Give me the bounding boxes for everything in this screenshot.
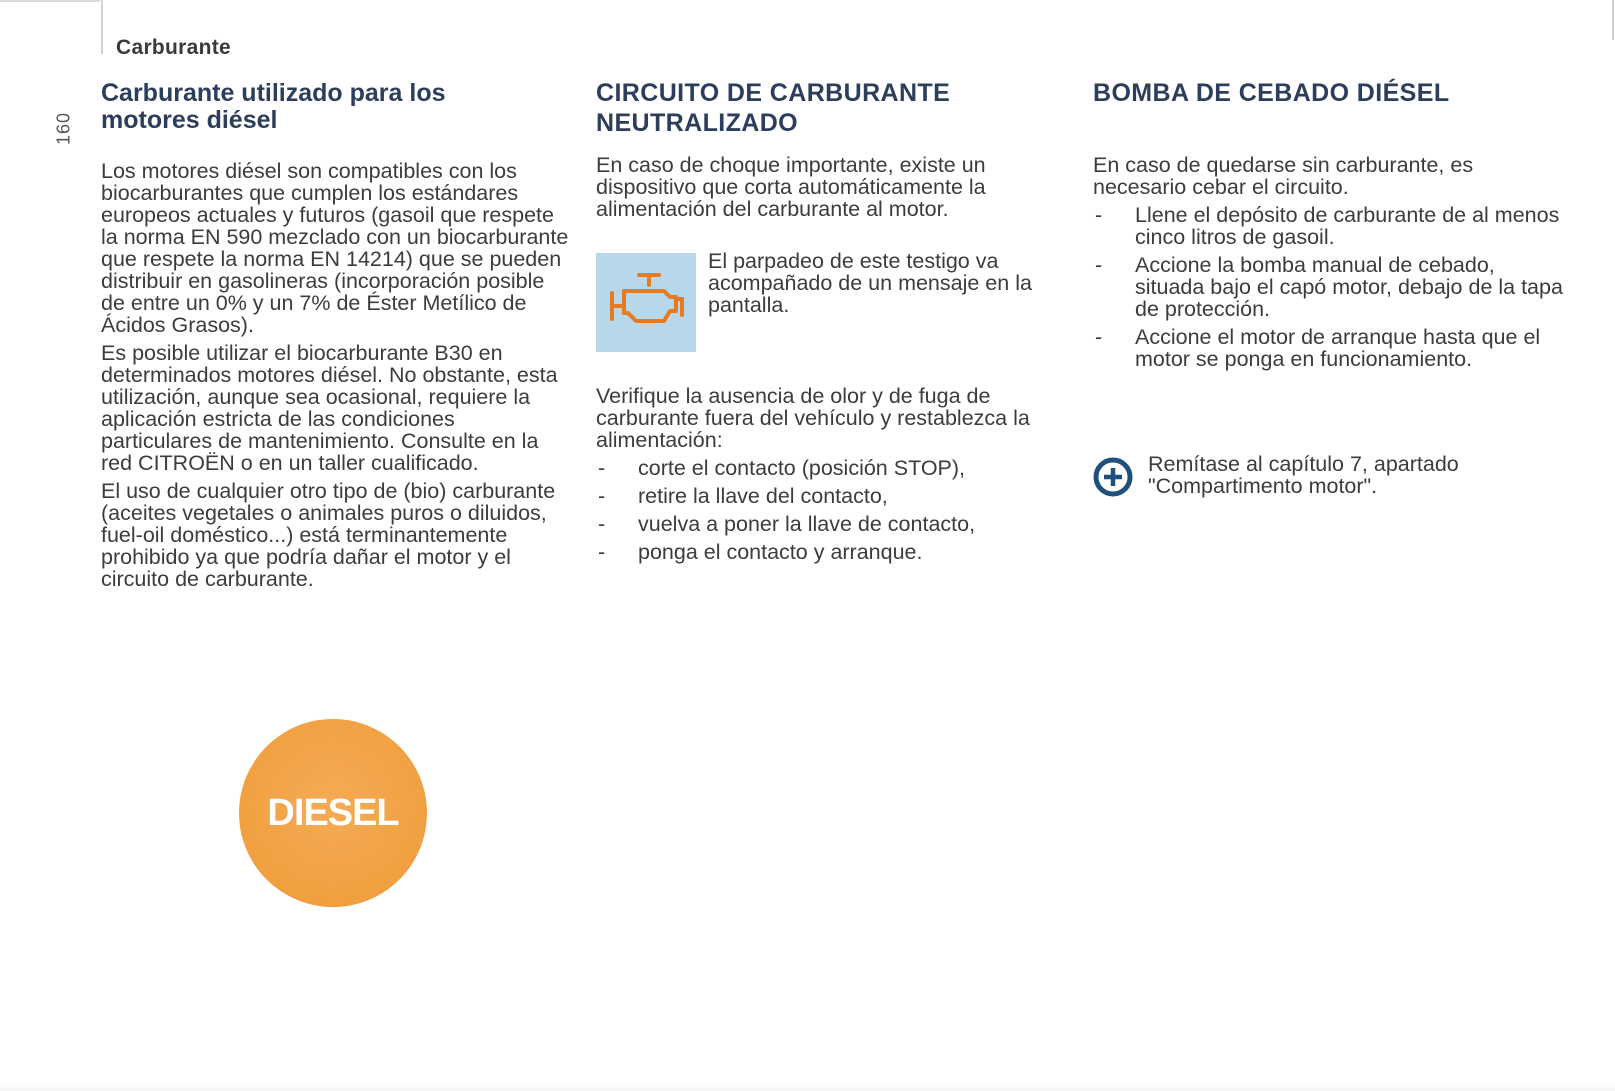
restart-steps-list [596,457,1056,563]
diesel-badge-label: DIESEL [267,791,399,834]
fuel-used-heading: Carburante utilizado para los motores diésel [101,79,446,134]
list-item: - Accione la bomba manual de cebado, situada bajo el capó motor, debajo de la tapa de protección. [1093,254,1563,320]
paragraph: Es posible utilizar el biocarburante B30 en determinados motores diésel. No obstante, esta utilización, aunque sea ocasional, requiere la aplicación estricta de las condiciones particulares de mantenimiento. Consulte en la red CITROËN o en un taller cualificado. [101,341,558,475]
priming-pump-heading: BOMBA DE CEBADO DIÉSEL [1093,79,1450,107]
list-item: - Accione el motor de arranque hasta que el motor se ponga en funcionamiento. [1093,326,1563,370]
paragraph: El uso de cualquier otro tipo de (bio) carburante (aceites vegetales o animales puros o diluidos, fuel-oil doméstico...) está terminantemente prohibido ya que podría dañar el motor y el circuito de carburante. [101,479,556,591]
verify-section [596,385,1056,569]
page-number: 160 [53,111,74,146]
right-edge-rule [1612,0,1614,40]
priming-steps-list [1093,204,1563,370]
header-divider [101,0,103,54]
plus-circle-icon [1093,457,1133,497]
priming-content [1093,154,1563,376]
engine-warning-icon [596,253,696,352]
section-label: Carburante [116,36,232,59]
list-item: - corte el contacto (posición STOP), [596,457,1056,479]
fuel-used-content [101,160,571,596]
diesel-badge [239,719,427,907]
list-item: - vuelva a poner la llave de contacto, [596,513,1056,535]
list-item: - retire la llave del contacto, [596,485,1056,507]
priming-intro: En caso de quedarse sin carburante, es necesario cebar el circuito. [1093,153,1474,199]
list-item: - ponga el contacto y arranque. [596,541,1056,563]
paragraph: Los motores diésel son compatibles con los biocarburantes que cumplen los estándares europeos actuales y futuros (gasoil que respete la norma EN 590 mezclado con un biocarburante que respete la norma EN 14214) que se pueden distribuir en gasolineras (incorporación posible de entre un 0% y un 7% de Éster Metílico de Ácidos Grasos). [101,159,569,337]
top-rule [0,0,100,2]
page-edge-shadow [0,1083,1615,1091]
neutralized-intro: En caso de choque importante, existe un dispositivo que corta automáticamente la alimentación del carburante al motor. [596,153,986,221]
neutralized-circuit-heading: CIRCUITO DE CARBURANTE NEUTRALIZADO [596,79,951,137]
verify-text: Verifique la ausencia de olor y de fuga de carburante fuera del vehículo y restablezca la alimentación: [596,384,1030,452]
list-item: - Llene el depósito de carburante de al menos cinco litros de gasoil. [1093,204,1563,248]
reference-text: Remítase al capítulo 7, apartado "Compartimento motor". [1148,452,1459,498]
warning-light-text: El parpadeo de este testigo va acompañado de un mensaje en la pantalla. [708,249,1032,317]
